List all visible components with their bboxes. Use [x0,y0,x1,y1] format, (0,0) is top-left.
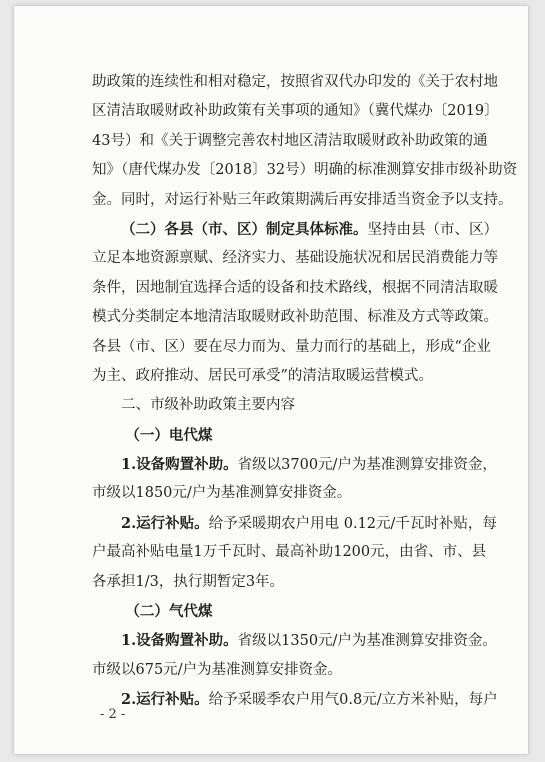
text-line: 立足本地资源禀赋、经济实力、基础设施状况和居民消费能力等 [92,250,498,267]
item-title: 2.运行补贴。 [121,514,209,532]
text-line: 市级以675元/户为基准测算安排资金。 [92,661,343,678]
item-title: 1.设备购置补助。 [121,632,238,650]
text-run: 给予采暖季农户用气0.8元/立方米补贴，每户 [208,692,498,709]
text-line [92,626,512,655]
subsection-heading: （二）气代煤 [125,603,213,621]
page-number: - 2 - [100,707,126,722]
subsection-heading: （一）电代煤 [125,426,213,444]
text-line: 市级以1850元/户为基准测算安排资金。 [92,485,352,502]
text-line: 条件，因地制宜选择合适的设备和技术路线，根据不同清洁取暖 [92,279,498,296]
text-line: 各县（市、区）要在尽力而为、量力而行的基础上，形成“企业 [92,338,491,355]
text-line [92,450,512,479]
item-title: 2.运行补贴。 [121,691,209,709]
text-run: 给予采暖期农户用电 0.12元/千瓦时补贴，每 [208,515,497,532]
text-line [92,215,512,244]
subsection-title: （二）各县（市、区）制定具体标准。 [121,220,368,238]
text-line [92,509,512,538]
item-title: 1.设备购置补助。 [121,456,238,474]
text-line: 模式分类制定本地清洁取暖财政补助范围、标准及方式等政策。 [92,309,498,326]
text-run: 省级以1350元/户为基准测算安排资金。 [237,633,497,650]
text-line: 区清洁取暖财政补助政策有关事项的通知》（冀代煤办〔2019〕 [92,103,499,120]
text-line: 为主、政府推动、居民可承受”的清洁取暖运营模式。 [92,367,433,384]
body-text [92,68,518,715]
text-run: 坚持由县（市、区） [367,221,498,238]
text-line: 助政策的连续性和相对稳定，按照省双代办印发的《关于农村地 [92,74,498,90]
text-line: 知》（唐代煤办发〔2018〕32号）明确的标准测算安排市级补助资 [92,162,518,179]
text-line: 43号）和《关于调整完善农村地区清洁取暖财政补助政策的通 [92,132,488,149]
text-line: 户最高补贴电量1万千瓦时、最高补助1200元，由省、市、县 [92,544,487,561]
section-heading: 二、市级补助政策主要内容 [121,397,295,414]
text-line [92,685,512,714]
text-line: 金。同时，对运行补贴三年政策期满后再安排适当资金予以支持。 [92,191,513,208]
text-line: 各承担1/3，执行期暂定3年。 [92,573,285,590]
document-page [14,6,528,754]
text-run: 省级以3700元/户为基准测算安排资金， [237,457,497,474]
